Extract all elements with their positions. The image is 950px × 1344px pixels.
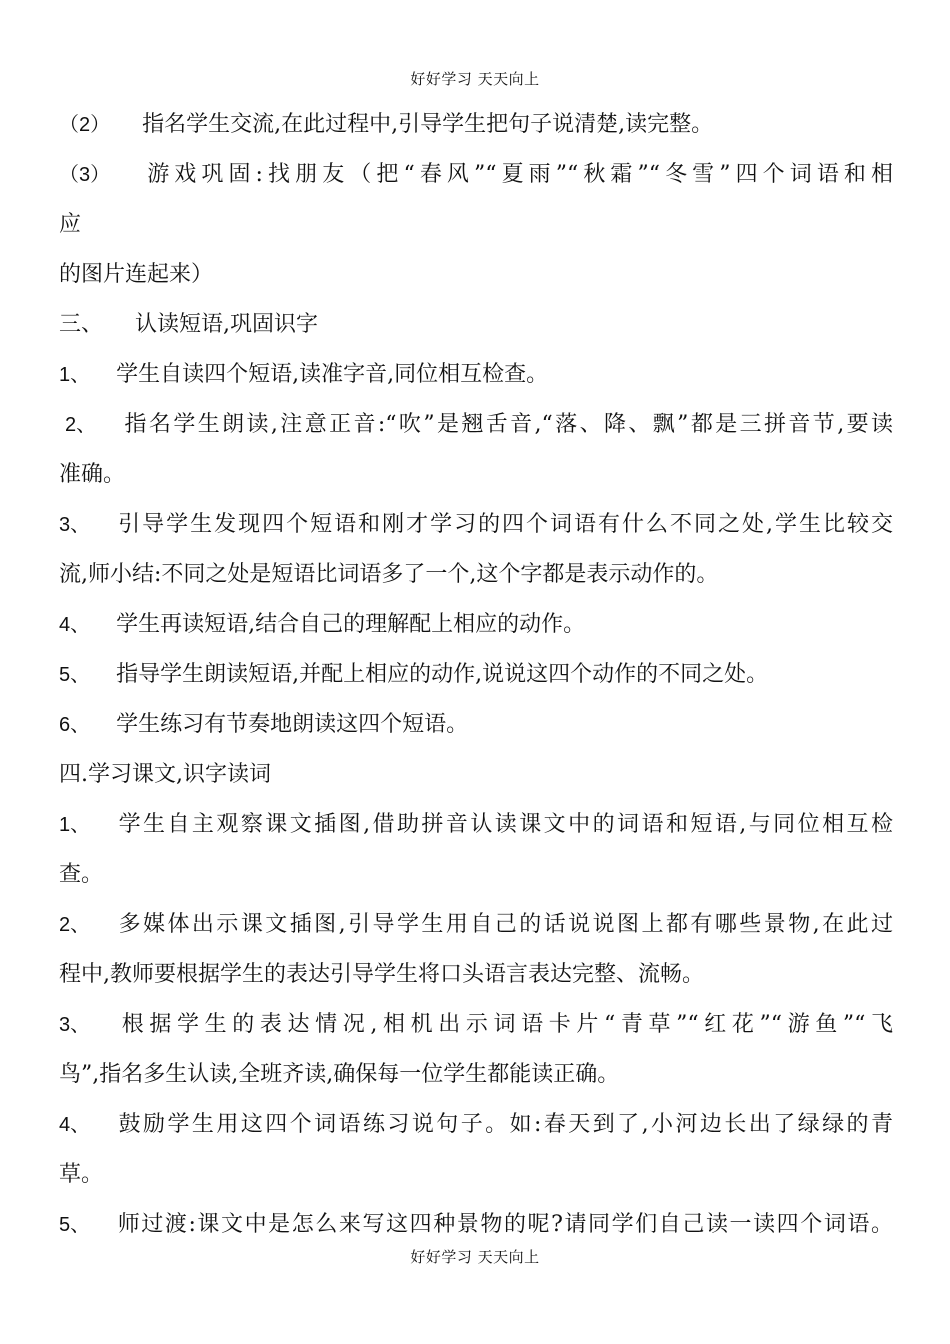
item-text: 学生再读短语,结合自己的理解配上相应的动作。: [116, 612, 586, 637]
item-number: 1、: [59, 814, 91, 836]
item-number: 3、: [59, 1014, 91, 1036]
list-item: [59, 100, 893, 150]
item-text: 引导学生发现四个短语和刚才学习的四个词语有什么不同之处,学生比较交: [116, 512, 893, 537]
item-number: 3、: [59, 514, 91, 536]
list-item: [59, 800, 893, 850]
item-text: 鼓励学生用这四个词语练习说句子。如:春天到了,小河边长出了绿绿的青: [116, 1112, 893, 1137]
item-text: 根据学生的表达情况,相机出示词语卡片“青草”“红花”“游鱼”“飞: [116, 1012, 893, 1037]
item-number: 6、: [59, 714, 91, 736]
item-text: 指导学生朗读短语,并配上相应的动作,说说这四个动作的不同之处。: [116, 662, 769, 687]
list-item: [59, 1000, 893, 1050]
item-number: （3）: [59, 164, 111, 186]
item-text: 指名学生交流,在此过程中,引导学生把句子说清楚,读完整。: [142, 112, 714, 137]
list-item: [59, 150, 893, 200]
item-number: 5、: [59, 1214, 91, 1236]
text-line: 准确。: [59, 462, 126, 487]
item-text: 指名学生朗读,注意正音:“吹”是翘舌音,“落、降、飘”都是三拼音节,要读: [122, 412, 893, 437]
item-text: 学生自主观察课文插图,借助拼音认读课文中的词语和短语,与同位相互检: [116, 812, 893, 837]
item-number: （2）: [59, 114, 111, 136]
list-item: [59, 1200, 893, 1250]
item-text: 学生练习有节奏地朗读这四个短语。: [116, 712, 469, 737]
text-line: 的图片连起来）: [59, 262, 214, 287]
section-title: 认读短语,巩固识字: [135, 312, 319, 337]
list-item: [59, 400, 893, 450]
text-line: 查。: [59, 862, 104, 887]
item-text: 多媒体出示课文插图,引导学生用自己的话说说图上都有哪些景物,在此过: [116, 912, 893, 937]
text-line: 草。: [59, 1162, 104, 1187]
list-item: [59, 1100, 893, 1150]
section-number: 三、: [59, 312, 104, 337]
list-item: [59, 500, 893, 550]
item-number: 1、: [59, 364, 91, 386]
text-line: 程中,教师要根据学生的表达引导学生将口头语言表达完整、流畅。: [59, 962, 704, 987]
document-body: [59, 100, 893, 1250]
list-item: [59, 900, 893, 950]
item-text: 游戏巩固:找朋友（把“春风”“夏雨”“秋霜”“冬雪”四个词语和相: [142, 162, 893, 187]
page-footer: 好好学习 天天向上: [410, 1248, 540, 1266]
section-heading: [59, 300, 893, 350]
page-header: 好好学习 天天向上: [410, 70, 540, 88]
item-number: 2、: [59, 914, 91, 936]
list-item: [59, 650, 893, 700]
item-number: 2、: [65, 414, 97, 436]
text-line: 鸟”,指名多生认读,全班齐读,确保每一位学生都能读正确。: [59, 1062, 620, 1087]
list-item: [59, 350, 893, 400]
item-number: 4、: [59, 1114, 91, 1136]
item-text: 学生自读四个短语,读准字音,同位相互检查。: [116, 362, 549, 387]
list-item: [59, 700, 893, 750]
text-line: 流,师小结:不同之处是短语比词语多了一个,这个字都是表示动作的。: [59, 562, 719, 587]
list-item: [59, 600, 893, 650]
item-number: 5、: [59, 664, 91, 686]
item-number: 4、: [59, 614, 91, 636]
item-text: 师过渡:课文中是怎么来写这四种景物的呢?请同学们自己读一读四个词语。: [116, 1212, 893, 1237]
section-heading: 四.学习课文,识字读词: [59, 762, 271, 787]
text-line: 应: [59, 212, 82, 237]
